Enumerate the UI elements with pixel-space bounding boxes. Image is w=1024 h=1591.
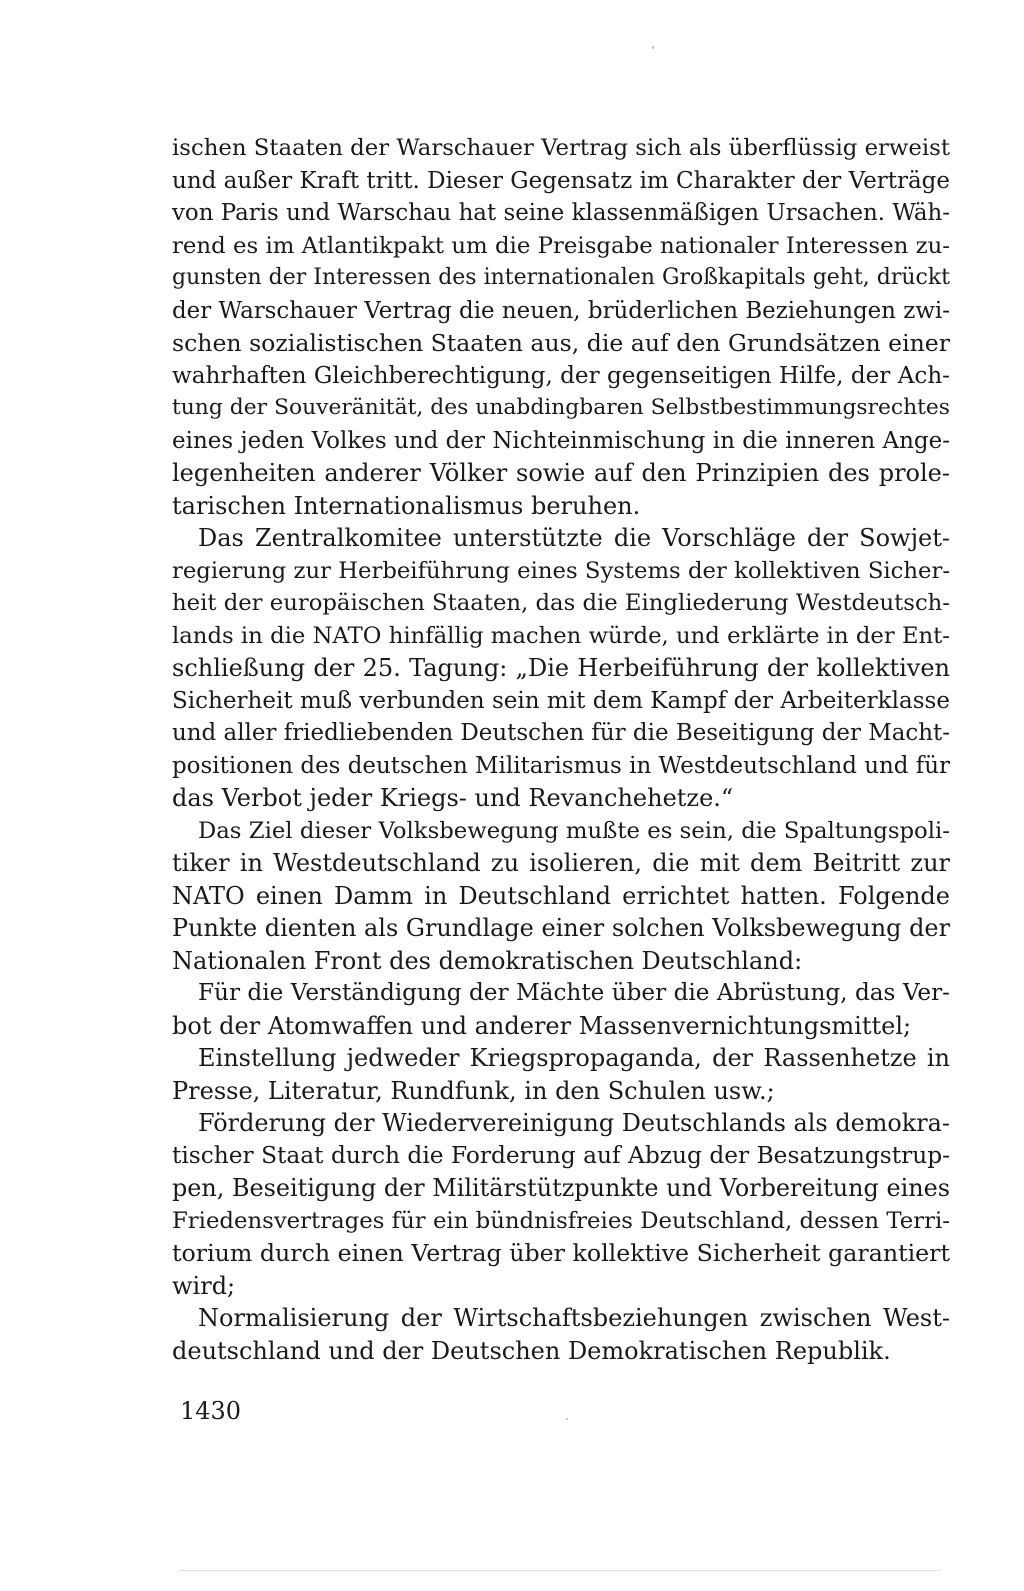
text-line: wahrhaften Gleichberechtigung, der gegenseitigen Hilfe, der Ach- bbox=[172, 362, 950, 389]
text-line: regierung zur Herbeiführung eines Systems der kollektiven Sicher- bbox=[172, 557, 950, 584]
body-text bbox=[172, 132, 950, 1367]
text-line: Nationalen Front des demokratischen Deutschland: bbox=[172, 946, 803, 975]
scan-edge-line bbox=[180, 1570, 940, 1571]
text-line: Förderung der Wiedervereinigung Deutschlands als demokra- bbox=[198, 1109, 950, 1137]
text-line: NATO einen Damm in Deutschland errichtet hatten. Folgende bbox=[172, 881, 950, 910]
text-line: tiker in Westdeutschland zu isolieren, die mit dem Beitritt zur bbox=[172, 849, 950, 877]
text-line: Einstellung jedweder Kriegspropaganda, der Rassenhetze in bbox=[198, 1044, 950, 1072]
text-line: der Warschauer Vertrag die neuen, brüderlichen Beziehungen zwi- bbox=[172, 297, 950, 324]
text-line: positionen des deutschen Militarismus in Westdeutschland und für bbox=[172, 752, 950, 779]
page-number: 1430 bbox=[180, 1397, 242, 1425]
text-line: Friedensvertrages für ein bündnisfreies Deutschland, dessen Terri- bbox=[172, 1207, 950, 1234]
text-line: das Verbot jeder Kriegs- und Revanchehetze.“ bbox=[172, 784, 734, 812]
text-line: pen, Beseitigung der Militärstützpunkte und Vorbereitung eines bbox=[172, 1174, 950, 1202]
text-line: ischen Staaten der Warschauer Vertrag sich als überflüssig erweist bbox=[172, 135, 950, 161]
text-line: heit der europäischen Staaten, das die Eingliederung Westdeutsch- bbox=[172, 590, 950, 616]
text-line: deutschland und der Deutschen Demokratischen Republik. bbox=[172, 1336, 891, 1365]
text-line: tung der Souveränität, des unabdingbaren Selbstbestimmungsrechtes bbox=[172, 395, 950, 420]
text-line: Das Zentralkomitee unterstützte die Vorschläge der Sowjet- bbox=[198, 524, 950, 552]
text-line: Das Ziel dieser Volksbewegung mußte es sein, die Spaltungspoli- bbox=[198, 817, 950, 844]
text-line: von Paris und Warschau hat seine klassenmäßigen Ursachen. Wäh- bbox=[172, 200, 950, 226]
text-line: Für die Verständigung der Mächte über die Abrüstung, das Ver- bbox=[198, 980, 950, 1006]
text-line: wird; bbox=[172, 1271, 236, 1300]
paper-speck bbox=[652, 46, 654, 49]
text-line: lands in die NATO hinfällig machen würde, und erklärte in der Ent- bbox=[172, 622, 950, 649]
text-line: legenheiten anderer Völker sowie auf den Prinzipien des prole- bbox=[172, 459, 950, 487]
text-line: bot der Atomwaffen und anderer Massenvernichtungsmittel; bbox=[172, 1011, 912, 1040]
text-line: torium durch einen Vertrag über kollektive Sicherheit garantiert bbox=[172, 1239, 950, 1267]
paper-speck bbox=[566, 1418, 568, 1420]
text-line: und aller friedliebenden Deutschen für die Beseitigung der Macht- bbox=[172, 720, 950, 746]
text-line: gunsten der Interessen des internationalen Großkapitals geht, drückt bbox=[172, 265, 950, 290]
text-line: Presse, Literatur, Rundfunk, in den Schulen usw.; bbox=[172, 1076, 775, 1105]
text-line: Punkte dienten als Grundlage einer solchen Volksbewegung der bbox=[172, 914, 950, 942]
text-line: schließung der 25. Tagung: „Die Herbeiführung der kollektiven bbox=[172, 654, 950, 682]
text-line: schen sozialistischen Staaten aus, die auf den Grundsätzen einer bbox=[172, 329, 950, 357]
text-line: Sicherheit muß verbunden sein mit dem Kampf der Arbeiterklasse bbox=[172, 687, 950, 714]
text-line: tarischen Internationalismus beruhen. bbox=[172, 491, 641, 520]
text-line: und außer Kraft tritt. Dieser Gegensatz im Charakter der Verträge bbox=[172, 167, 951, 194]
text-line: Normalisierung der Wirtschaftsbeziehungen zwischen West- bbox=[198, 1304, 950, 1332]
text-line: tischer Staat durch die Forderung auf Abzug der Besatzungstrup- bbox=[172, 1141, 950, 1169]
text-line: rend es im Atlantikpakt um die Preisgabe nationaler Interessen zu- bbox=[172, 232, 951, 259]
text-line: eines jeden Volkes und der Nichteinmischung in die inneren Ange- bbox=[172, 427, 950, 454]
